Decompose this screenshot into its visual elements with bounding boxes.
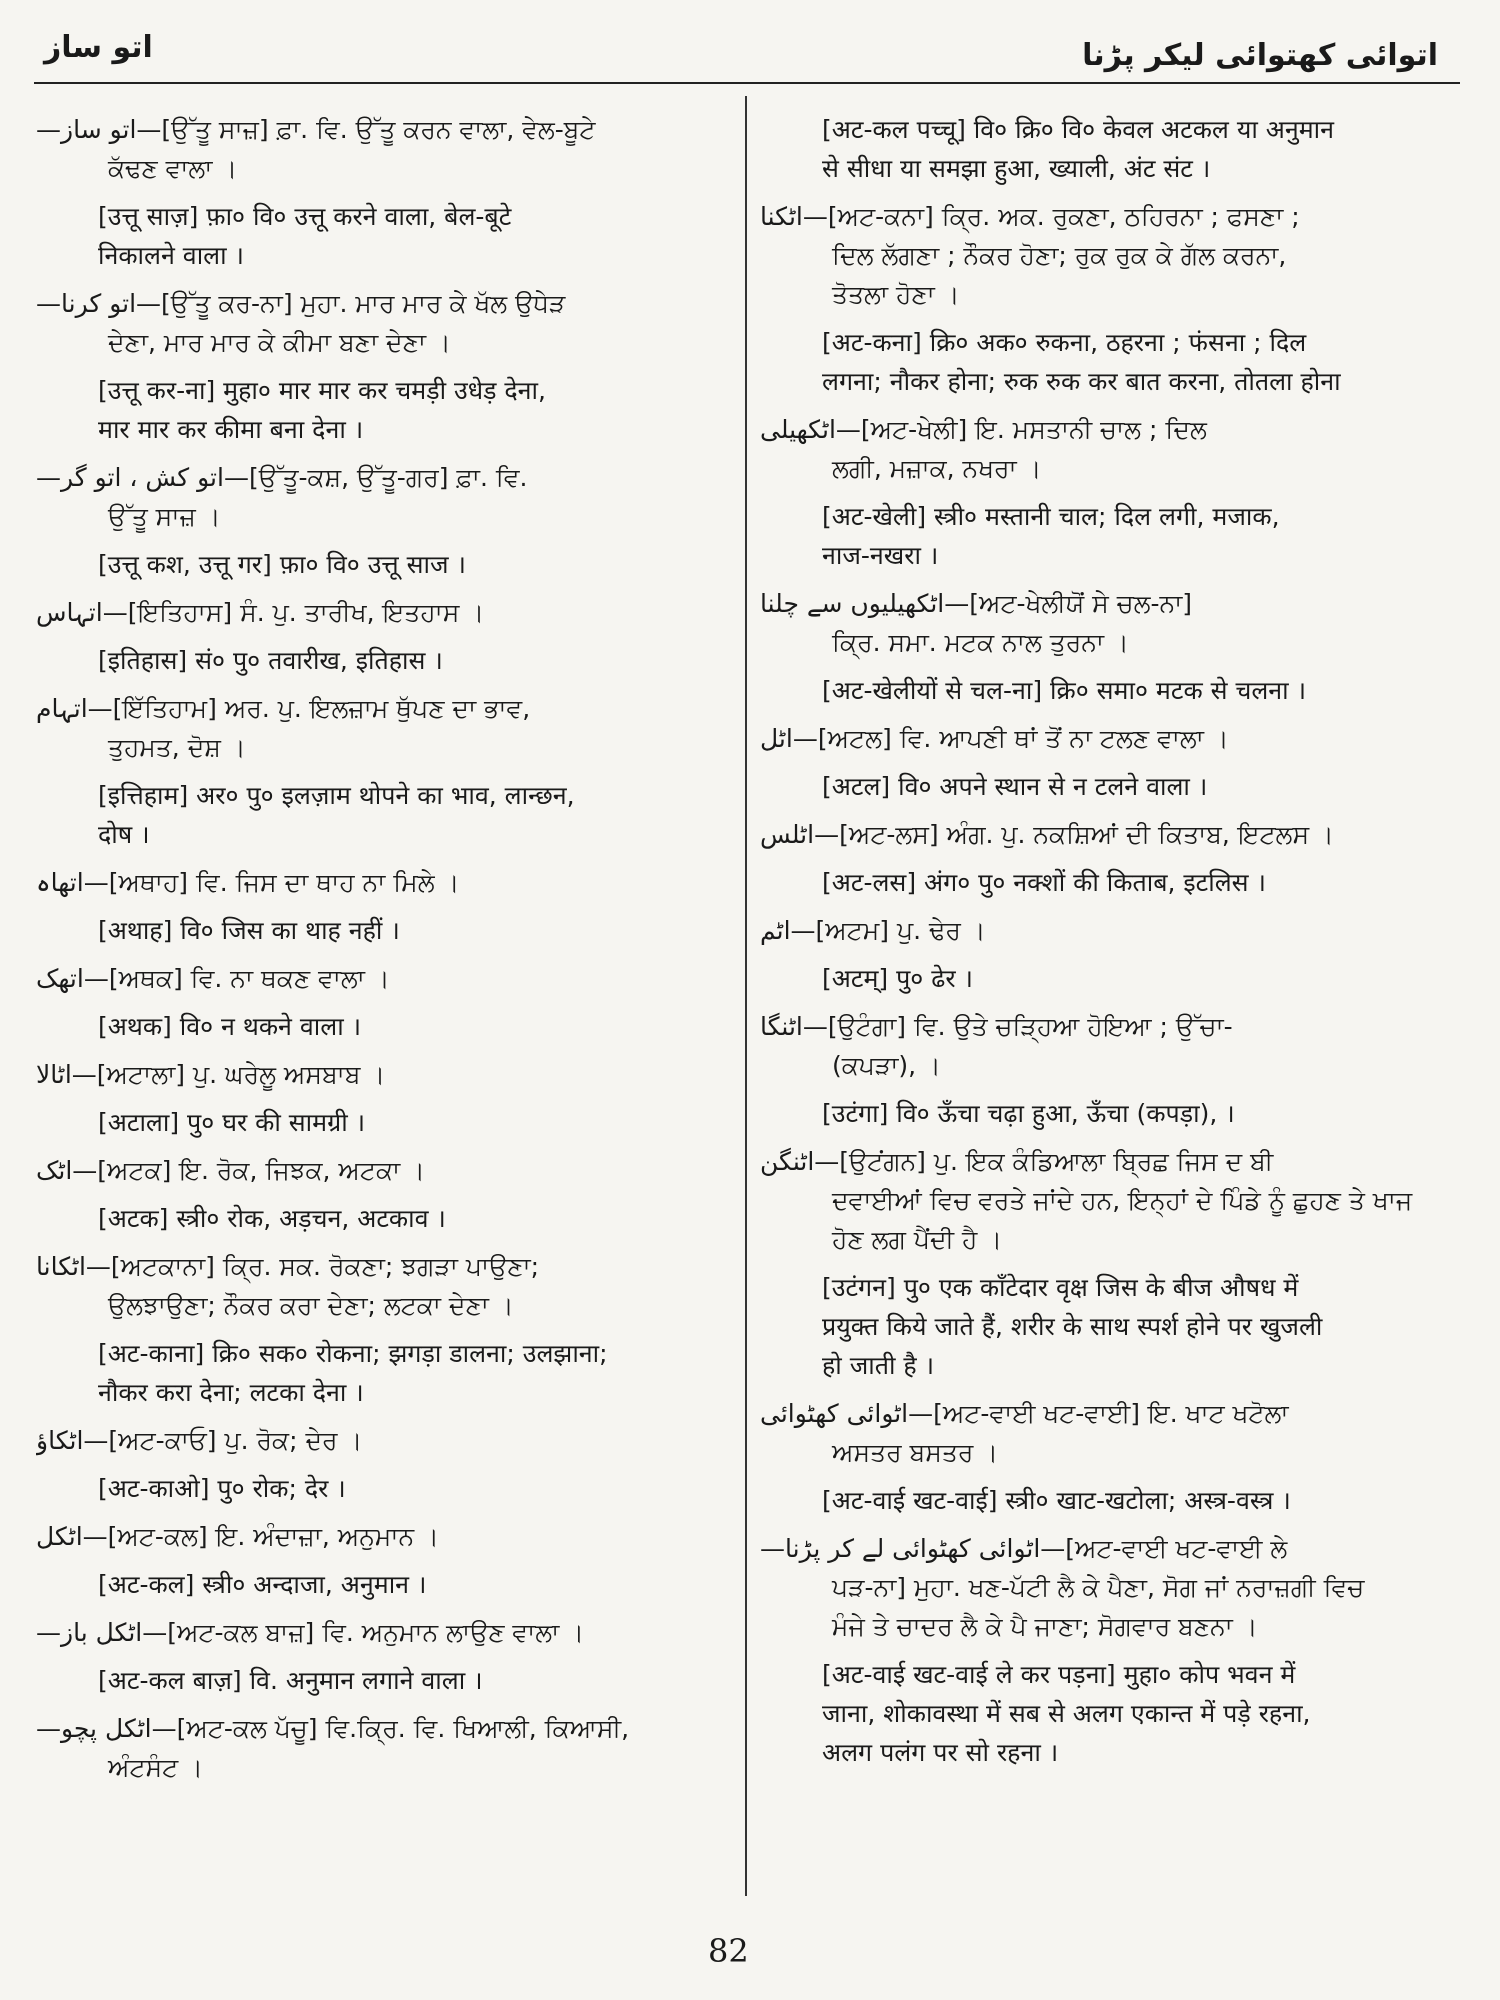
entry-line: [उत्तू कश, उत्तू गर] फ़ा० वि० उत्तू साज । [98,550,466,579]
dictionary-entry-hindi [760,671,1460,710]
header-rule [34,82,1460,84]
entry-line: اٹل—[ਅਟਲ] ਵਿ. ਆਪਣੀ ਥਾਂ ਤੋਂ ਨਾ ਟਲਣ ਵਾਲਾ । [760,724,1229,753]
dictionary-entry [36,458,736,536]
dictionary-entry-hindi [36,911,736,950]
entry-line: اٹلس—[ਅਟ-ਲਸ] ਅੰਗ. ਪੁ. ਨਕਸ਼ਿਆਂ ਦੀ ਕਿਤਾਬ, ਇਟਲਸ । [760,820,1334,849]
entry-line: اتہام—[ਇੱਤਿਹਾਮ] ਅਰ. ਪੁ. ਇਲਜ਼ਾਮ ਥੁੱਪਣ ਦਾ ਭਾਵ, [36,694,531,723]
entry-line: ਦਵਾਈਆਂ ਵਿਚ ਵਰਤੇ ਜਾਂਦੇ ਹਨ, ਇਨ੍ਹਾਂ ਦੇ ਪਿੰਡੇ ਨੂੰ ਛੁਹਣ ਤੇ ਖਾਜ [832,1186,1413,1215]
entry-line: निकालने वाला । [98,241,245,270]
column-divider [745,96,747,1896]
entry-line: [इतिहास] सं० पु० तवारीख, इतिहास । [98,646,443,675]
entry-line: [इत्तिहाम] अर० पु० इलज़ाम थोपने का भाव, लान्छन, [98,781,575,810]
entry-line: ਤੋਤਲਾ ਹੋਣਾ । [832,280,960,309]
dictionary-entry-hindi [760,863,1460,902]
dictionary-entry [760,815,1460,854]
dictionary-entry [760,1529,1460,1646]
dictionary-entry-hindi [36,545,736,584]
entry-line: ਅੰਟਸੰਟ । [108,1753,203,1782]
entry-line: [अथाह] वि० जिस का थाह नहीं । [98,916,400,945]
running-head-left: اتو ساز [44,30,153,65]
dictionary-entry [36,284,736,362]
entry-line: اٹک—[ਅਟਕ] ਇ. ਰੋਕ, ਜਿਝਕ, ਅਟਕਾ । [36,1156,425,1185]
entry-line: ਕੱਢਣ ਵਾਲਾ । [108,154,238,183]
dictionary-entry [36,1421,736,1460]
dictionary-entry [36,1247,736,1325]
entry-line: [अट-लस] अंग० पु० नक्शों की किताब, इटलिस । [822,868,1266,897]
entry-line: [अट-कल पच्चू] वि० क्रि० वि० केवल अटकल या अनुमान [822,115,1335,144]
dictionary-entry [760,719,1460,758]
dictionary-entry [760,584,1460,662]
entry-line: ਪੜ-ਨਾ] ਮੁਹਾ. ਖਣ-ਪੱਟੀ ਲੈ ਕੇ ਪੈਣਾ, ਸੋਗ ਜਾਂ ਨਰਾਜ਼ਗੀ ਵਿਚ [832,1573,1365,1602]
dictionary-entry [760,1394,1460,1472]
entry-line: [उत्तू साज़] फ़ा० वि० उत्तू करने वाला, बेल-बूटे [98,202,512,231]
entry-line: [अट-खेली] स्त्री० मस्तानी चाल; दिल लगी, मजाक, [822,502,1280,531]
entry-line: —اتو کرنا—[ਉੱਤੂ ਕਰ-ਨਾ] ਮੁਹਾ. ਮਾਰ ਮਾਰ ਕੇ ਖੱਲ ਉਧੇੜ [36,289,566,318]
entry-line: اٹنگا—[ਉਟੰਗਾ] ਵਿ. ਉਤੇ ਚੜ੍ਹਿਆ ਹੋਇਆ ; ਉੱਚਾ- [760,1012,1233,1041]
dictionary-entry [36,1055,736,1094]
dictionary-entry [760,197,1460,314]
entry-line: [अथक] वि० न थकने वाला । [98,1012,362,1041]
entry-line: नौकर करा देना; लटका देना । [98,1378,364,1407]
entry-line: [अटल] वि० अपने स्थान से न टलने वाला । [822,772,1208,801]
entry-line: —اٹوائی کھٹوائی لے کر پڑنا—[ਅਟ-ਵਾਈ ਖਟ-ਵਾਈ ਲੇ [760,1534,1288,1563]
entry-line: اٹکاؤ—[ਅਟ-ਕਾਓ] ਪੁ. ਰੋਕ; ਦੇਰ । [36,1426,363,1455]
entry-line: मार मार कर कीमा बना देना । [98,415,364,444]
dictionary-entry-hindi [36,1565,736,1604]
dictionary-entry [760,911,1460,950]
dictionary-entry-hindi [36,1661,736,1700]
dictionary-entry-hindi [760,497,1460,575]
entry-line: [अटम्] पु० ढेर । [822,964,973,993]
dictionary-entry-hindi [36,197,736,275]
dictionary-entry-hindi [36,1469,736,1508]
entry-line: ਦਿਲ ਲੱਗਣਾ ; ਨੌਕਰ ਹੋਣਾ; ਰੁਕ ਰੁਕ ਕੇ ਗੱਲ ਕਰਨਾ, [832,241,1287,270]
entry-line: [अट-काओ] पु० रोक; देर । [98,1474,346,1503]
entry-line: [उत्तू कर-ना] मुहा० मार मार कर चमड़ी उधेड़ देना, [98,376,546,405]
dictionary-entry [36,1709,736,1787]
dictionary-entry-hindi [760,323,1460,401]
dictionary-entry-hindi [760,959,1460,998]
entry-line: ਹੋਣ ਲਗ ਪੈਂਦੀ ਹੈ । [832,1225,1003,1254]
dictionary-entry-hindi [36,1103,736,1142]
entry-line: اتہاس—[ਇਤਿਹਾਸ] ਸੰ. ਪੁ. ਤਾਰੀਖ, ਇਤਹਾਸ । [36,598,485,627]
entry-line: —اتو کش ، اتو گر—[ਉੱਤੂ-ਕਸ਼, ਉੱਤੂ-ਗਰ] ਫ਼ਾ. ਵਿ. [36,463,528,492]
dictionary-entry-hindi [36,641,736,680]
dictionary-entry [36,689,736,767]
dictionary-entry-hindi [760,1655,1460,1772]
dictionary-entry [760,1142,1460,1259]
entry-line: اٹکھیلی—[ਅਟ-ਖੇਲੀ] ਇ. ਮਸਤਾਨੀ ਚਾਲ ; ਦਿਲ [760,415,1207,444]
dictionary-entry [36,959,736,998]
entry-line: [अट-काना] क्रि० सक० रोकना; झगड़ा डालना; उलझाना; [98,1339,608,1368]
dictionary-entry [760,1007,1460,1085]
entry-line: [अट-खेलीयों से चल-ना] क्रि० समा० मटक से चलना । [822,676,1307,705]
right-column [760,110,1460,1900]
entry-line: اٹکنا—[ਅਟ-ਕਨਾ] ਕ੍ਰਿ. ਅਕ. ਰੁਕਣਾ, ਠਹਿਰਨਾ ; ਫਸਣਾ ; [760,202,1300,231]
entry-line: दोष । [98,820,150,849]
dictionary-entry-hindi [760,1481,1460,1520]
dictionary-entry-hindi [36,371,736,449]
entry-line: —اٹکل پچو—[ਅਟ-ਕਲ ਪੱਚੂ] ਵਿ.ਕ੍ਰਿ. ਵਿ. ਖਿਆਲੀ, ਕਿਆਸੀ, [36,1714,630,1743]
dictionary-entry [36,593,736,632]
entry-line: ਅਸਤਰ ਬਸਤਰ । [832,1438,999,1467]
entry-line: ਮੰਜੇ ਤੇ ਚਾਦਰ ਲੈ ਕੇ ਪੈ ਜਾਣਾ; ਸੋਗਵਾਰ ਬਣਨਾ । [832,1612,1258,1641]
dictionary-entry-hindi [760,110,1460,188]
entry-line: नाज-नखरा । [822,541,939,570]
page-number: 82 [708,1932,749,1970]
entry-line: [अट-कना] क्रि० अक० रुकना, ठहरना ; फंसना ; दिल [822,328,1307,357]
entry-line: اٹکھیلیوں سے چلنا—[ਅਟ-ਖੇਲੀਯੋਂ ਸੇ ਚਲ-ਨਾ] [760,589,1193,618]
entry-line: ਦੇਣਾ, ਮਾਰ ਮਾਰ ਕੇ ਕੀਮਾ ਬਣਾ ਦੇਣਾ । [108,328,451,357]
entry-line: [अट-वाई खट-वाई] स्त्री० खाट-खटोला; अस्त्र-वस्त्र । [822,1486,1291,1515]
entry-line: ਉਲਝਾਉਣਾ; ਨੌਕਰ ਕਰਾ ਦੇਣਾ; ਲਟਕਾ ਦੇਣਾ । [108,1291,514,1320]
entry-line: —اتو ساز—[ਉੱਤੂ ਸਾਜ਼] ਫ਼ਾ. ਵਿ. ਉੱਤੂ ਕਰਨ ਵਾਲਾ, ਵੇਲ-ਬੂਟੇ [36,115,596,144]
entry-line: ਤੁਹਮਤ, ਦੋਸ਼ । [108,733,246,762]
dictionary-entry [760,410,1460,488]
entry-line: اٹم—[ਅਟਮ] ਪੁ. ਢੇਰ । [760,916,986,945]
entry-line: ਲਗੀ, ਮਜ਼ਾਕ, ਨਖਰਾ । [832,454,1042,483]
entry-line: अलग पलंग पर सो रहना । [822,1738,1059,1767]
entry-line: प्रयुक्त किये जाते हैं, शरीर के साथ स्पर्श होने पर खुजली [822,1312,1323,1341]
dictionary-entry [36,1517,736,1556]
dictionary-entry-hindi [760,1094,1460,1133]
dictionary-entry [36,863,736,902]
entry-line: (ਕਪੜਾ), । [832,1051,941,1080]
entry-line: اٹالا—[ਅਟਾਲਾ] ਪੁ. ਘਰੇਲੂ ਅਸਬਾਬ । [36,1060,386,1089]
dictionary-entry-hindi [760,1268,1460,1385]
entry-line: [उटंगा] वि० ऊँचा चढ़ा हुआ, ऊँचा (कपड़ा), । [822,1099,1235,1128]
dictionary-entry-hindi [36,776,736,854]
entry-line: [अटाला] पु० घर की सामग्री । [98,1108,366,1137]
entry-line: ਕ੍ਰਿ. ਸਮਾ. ਮਟਕ ਨਾਲ ਤੁਰਨਾ । [832,628,1129,657]
dictionary-entry [36,1151,736,1190]
entry-line: [अट-कल बाज़] वि. अनुमान लगाने वाला । [98,1666,483,1695]
entry-line: اتھاہ—[ਅਥਾਹ] ਵਿ. ਜਿਸ ਦਾ ਥਾਹ ਨਾ ਮਿਲੇ । [36,868,460,897]
entry-line: اٹکل—[ਅਟ-ਕਲ] ਇ. ਅੰਦਾਜ਼ਾ, ਅਨੁਮਾਨ । [36,1522,439,1551]
dictionary-entry-hindi [36,1334,736,1412]
dictionary-entry-hindi [760,767,1460,806]
entry-line: [अट-वाई खट-वाई ले कर पड़ना] मुहा० कोप भवन में [822,1660,1296,1689]
entry-line: हो जाती है । [822,1351,935,1380]
entry-line: [अटक] स्त्री० रोक, अड़चन, अटकाव । [98,1204,446,1233]
entry-line: —اٹکل باز—[ਅਟ-ਕਲ ਬਾਜ਼] ਵਿ. ਅਨੁਮਾਨ ਲਾਉਣ ਵਾਲਾ । [36,1618,585,1647]
entry-line: اٹکانا—[ਅਟਕਾਨਾ] ਕ੍ਰਿ. ਸਕ. ਰੋਕਣਾ; ਝਗੜਾ ਪਾਉਣਾ; [36,1252,540,1281]
entry-line: लगना; नौकर होना; रुक रुक कर बात करना, तोतला होना [822,367,1341,396]
dictionary-entry [36,1613,736,1652]
entry-line: اٹوائی کھٹوائی—[ਅਟ-ਵਾਈ ਖਟ-ਵਾਈ] ਇ. ਖਾਟ ਖਟੋਲਾ [760,1399,1289,1428]
dictionary-entry-hindi [36,1007,736,1046]
entry-line: اتھک—[ਅਥਕ] ਵਿ. ਨਾ ਥਕਣ ਵਾਲਾ । [36,964,390,993]
entry-line: [अट-कल] स्त्री० अन्दाजा, अनुमान । [98,1570,427,1599]
entry-line: اٹنگن—[ਉਟਂਗਨ] ਪੁ. ਇਕ ਕੰਡਿਆਲਾ ਬ੍ਰਿਛ ਜਿਸ ਦ ਬੀ [760,1147,1274,1176]
dictionary-entry [36,110,736,188]
entry-line: जाना, शोकावस्था में सब से अलग एकान्त में पड़े रहना, [822,1699,1311,1728]
entry-line: से सीधा या समझा हुआ, ख्याली, अंट संट । [822,154,1211,183]
entry-line: [उटंगन] पु० एक काँटेदार वृक्ष जिस के बीज औषध में [822,1273,1299,1302]
dictionary-entry-hindi [36,1199,736,1238]
running-head-right: اتوائی کھتوائی لیکر پڑنا [1082,38,1438,73]
entry-line: ਉੱਤੂ ਸਾਜ਼ । [108,502,221,531]
left-column [36,110,736,1900]
